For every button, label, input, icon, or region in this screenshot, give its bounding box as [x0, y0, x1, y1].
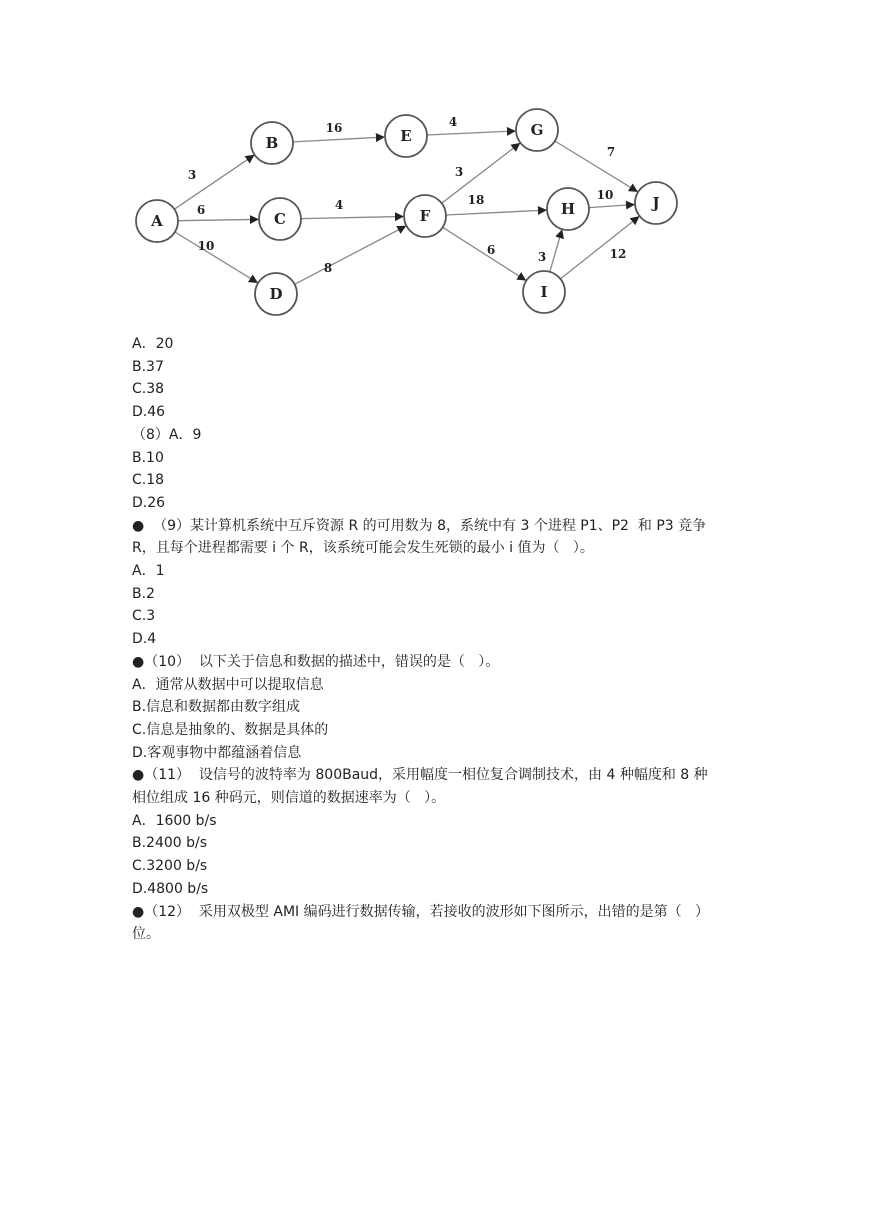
node-D: [255, 273, 297, 315]
precedence-network-diagram: [128, 104, 688, 324]
node-label: J: [652, 194, 660, 212]
edge-weight-E-G: 4: [448, 115, 458, 129]
text-line: D.4800 b/s: [132, 880, 209, 897]
node-E: [385, 115, 427, 157]
node-H: [547, 188, 589, 230]
text-line: C.38: [132, 381, 165, 398]
node-label: D: [269, 285, 283, 303]
text-line: B.10: [132, 449, 164, 466]
text-line: D.26: [132, 494, 166, 511]
node-A: [136, 200, 178, 242]
node-label: G: [530, 121, 544, 139]
text-line: C.18: [132, 472, 165, 489]
text-line: ●（11） 设信号的波特率为 800Baud，采用幅度一相位复合调制技术，由 4 种幅度和 8 种: [132, 767, 708, 784]
text-line: A．20: [132, 336, 174, 352]
node-G: [516, 109, 558, 151]
edge-weight-B-E: 16: [325, 121, 343, 135]
edge-weight-D-F: 8: [323, 261, 333, 275]
text-line: R，且每个进程都需要 i 个 R，该系统可能会发生死锁的最小 i 值为（ ）。: [132, 540, 594, 557]
edge-D-F: [295, 226, 406, 284]
text-line: A．1600 b/s: [132, 812, 217, 829]
edge-weight-F-G: 3: [454, 165, 464, 179]
edge-G-J: [555, 141, 637, 192]
text-line: ●（12） 采用双极型 AMI 编码进行数据传输，若接收的波形如下图所示，出错的是第（ ）: [132, 903, 709, 920]
text-line: B.2400 b/s: [132, 835, 208, 852]
edge-C-F: [301, 217, 403, 219]
edge-weight-H-J: 10: [596, 188, 614, 202]
node-label: E: [400, 127, 412, 145]
edge-H-J: [589, 205, 634, 208]
edge-E-G: [427, 131, 515, 135]
edge-A-B: [174, 155, 253, 209]
text-line: 位。: [132, 926, 160, 943]
node-C: [259, 198, 301, 240]
text-line: ● （9）某计算机系统中互斥资源 R 的可用数为 8，系统中有 3 个进程 P1、P2 和 P3 竞争: [132, 517, 707, 534]
node-B: [251, 122, 293, 164]
edge-weight-I-H: 3: [537, 250, 547, 264]
edge-weight-F-I: 6: [486, 243, 496, 257]
edge-B-E: [293, 137, 384, 142]
node-F: [404, 195, 446, 237]
edge-F-I: [443, 227, 526, 280]
edge-weight-C-F: 4: [334, 198, 344, 212]
text-line: C.3: [132, 608, 156, 625]
text-line: D.4: [132, 631, 157, 648]
text-line: D.客观事物中都蕴涵着信息: [132, 744, 302, 761]
edge-A-D: [175, 232, 257, 283]
node-label: I: [540, 283, 548, 301]
edge-F-H: [446, 210, 546, 215]
text-line: B.2: [132, 585, 155, 602]
text-line: A．通常从数据中可以提取信息: [132, 676, 324, 693]
edge-weight-A-D: 10: [197, 239, 215, 253]
node-I: [523, 271, 565, 313]
text-line: D.46: [132, 404, 166, 421]
text-line: C.信息是抽象的、数据是具体的: [132, 721, 329, 738]
node-label: A: [151, 212, 163, 230]
text-line: 相位组成 16 种码元，则信道的数据速率为（ ）。: [132, 790, 446, 807]
edge-A-C: [178, 219, 258, 220]
node-label: H: [560, 200, 576, 218]
text-line: B.37: [132, 358, 164, 375]
text-line: A．1: [132, 563, 165, 580]
node-J: [635, 182, 677, 224]
node-label: B: [265, 134, 279, 152]
question-text-lines: [132, 333, 742, 946]
node-label: C: [274, 210, 286, 228]
text-line: C.3200 b/s: [132, 858, 208, 875]
text-line: ●（10） 以下关于信息和数据的描述中，错误的是（ ）。: [132, 653, 500, 670]
text-line: （8）A．9: [132, 426, 202, 443]
node-label: F: [419, 207, 431, 225]
edge-I-H: [550, 230, 562, 272]
edge-weight-A-C: 6: [196, 203, 206, 217]
edge-weight-G-J: 7: [606, 145, 616, 159]
edge-weight-I-J: 12: [609, 247, 627, 261]
text-line: B.信息和数据都由数字组成: [132, 699, 301, 716]
edge-weight-A-B: 3: [187, 168, 197, 182]
edge-weight-F-H: 18: [467, 193, 485, 207]
